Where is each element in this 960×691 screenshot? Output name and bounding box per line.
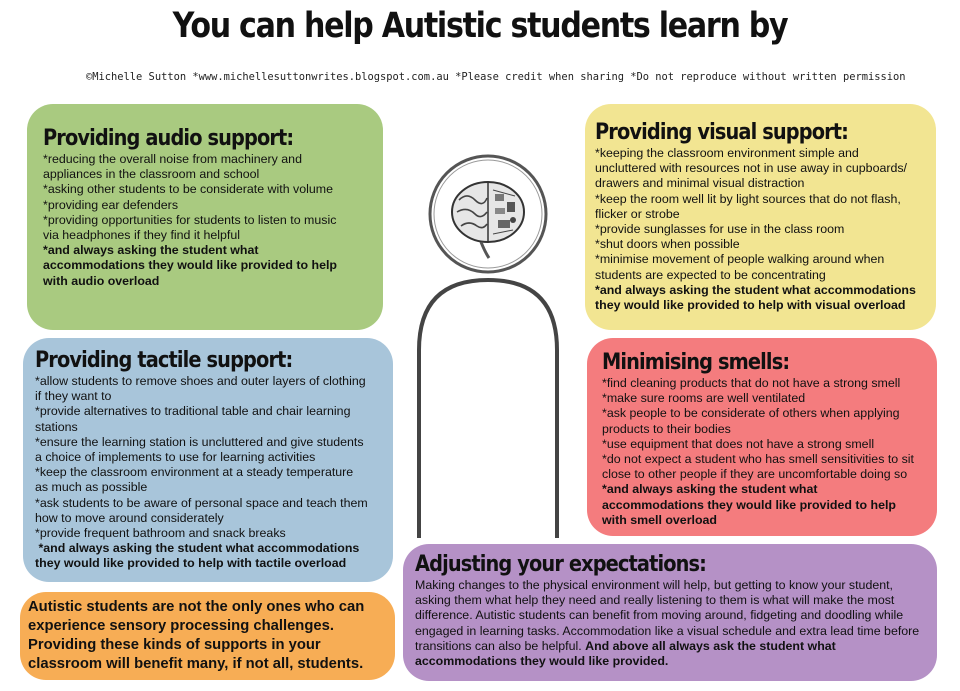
tactile-line: as much as possible — [35, 480, 148, 495]
smells-line: close to other people if they are uncomfortable doing so — [602, 467, 908, 482]
visual-bold-line: *and always asking the student what accommodations — [595, 282, 916, 297]
tactile-heading: Providing tactile support: — [35, 348, 293, 373]
brain-icon — [452, 182, 524, 258]
audio-line: *providing ear defenders — [43, 197, 179, 212]
audio-bold-line: *and always asking the student what — [43, 243, 259, 258]
visual-heading: Providing visual support: — [595, 120, 849, 145]
adjust-text: Making changes to the physical environment will help, but getting to know your student, asking them what help they need and really listening to them is what will make the most difference. Autistic students can benefit from moving around, fidgeting and doodling while engaged in learning tasks. Accommodation like a visual schedule and extra lead time before transitions can also be helpful. — [415, 578, 920, 653]
visual-line: students are expected to be concentrating — [595, 267, 826, 282]
visual-line: *shut doors when possible — [595, 237, 740, 252]
adjusting-expectations-panel — [403, 544, 937, 681]
adjust-heading: Adjusting your expectations: — [415, 552, 707, 577]
visual-line: *keep the room well lit by light sources that do not flash, — [595, 191, 901, 206]
tactile-line: *keep the classroom environment at a steady temperature — [35, 465, 354, 480]
audio-line: *providing opportunities for students to listen to music — [43, 212, 337, 227]
audio-bold-line: accommodations they would like provided to help — [43, 258, 337, 273]
tactile-line: stations — [35, 419, 78, 434]
student-figure-illustration — [403, 150, 573, 540]
tactile-line: a choice of implements to use for learning activities — [35, 450, 316, 465]
adjust-bold-text: And above all always ask the student what accommodations they would like provided. — [415, 638, 836, 669]
tactile-line: *ask students to be aware of personal space and teach them — [35, 495, 368, 510]
smells-heading: Minimising smells: — [602, 350, 790, 375]
smells-bold-line: *and always asking the student what — [602, 482, 818, 497]
tactile-line: *allow students to remove shoes and outer layers of clothing — [35, 374, 366, 388]
smells-bold-line: accommodations they would like provided to help — [602, 497, 896, 512]
audio-line: via headphones if they find it helpful — [43, 228, 241, 243]
tactile-line: if they want to — [35, 389, 112, 404]
visual-line: *minimise movement of people walking around when — [595, 252, 885, 267]
summary-panel — [20, 592, 395, 680]
visual-line: drawers and minimal visual distraction — [595, 176, 805, 191]
body-outline — [419, 280, 557, 538]
smells-line: *find cleaning products that do not have a strong smell — [602, 376, 901, 390]
smells-line: *use equipment that does not have a strong smell — [602, 436, 875, 451]
tactile-bold-line: *and always asking the student what accommodations — [35, 541, 360, 556]
audio-heading: Providing audio support: — [43, 126, 294, 151]
visual-line: *provide sunglasses for use in the class room — [595, 222, 845, 237]
audio-bold-line: with audio overload — [43, 273, 160, 288]
visual-bold-line: they would like provided to help with visual overload — [595, 298, 906, 313]
smells-line: *do not expect a student who has smell sensitivities to sit — [602, 452, 914, 467]
audio-support-panel — [27, 104, 383, 330]
tactile-line: *provide frequent bathroom and snack breaks — [35, 526, 286, 541]
visual-line: flicker or strobe — [595, 206, 680, 221]
audio-line: appliances in the classroom and school — [43, 167, 260, 182]
credit-line: ©Michelle Sutton *www.michellesuttonwrites.blogspot.com.au *Please credit when sharing *Do not reproduce without written permission — [86, 71, 906, 83]
smells-line: products to their bodies — [602, 421, 731, 436]
poster-title: You can help Autistic students learn by — [172, 6, 788, 46]
summary-text: Autistic students are not the only ones who can experience sensory processing challenges. Providing these kinds of supports in your classroom will benefit many, if not all, students. — [28, 599, 365, 672]
tactile-line: *provide alternatives to traditional table and chair learning — [35, 404, 351, 419]
smells-line: *ask people to be considerate of others when applying — [602, 406, 900, 421]
tactile-bold-line: they would like provided to help with tactile overload — [35, 556, 347, 571]
visual-line: *keeping the classroom environment simple and — [595, 146, 859, 160]
tactile-support-panel — [23, 338, 393, 582]
visual-line: uncluttered with resources not in use away in cupboards/ — [595, 161, 908, 176]
smells-line: *make sure rooms are well ventilated — [602, 391, 806, 406]
audio-line: *asking other students to be considerate with volume — [43, 182, 333, 197]
tactile-line: *ensure the learning station is uncluttered and give students — [35, 434, 364, 449]
tactile-line: how to move around considerately — [35, 510, 224, 525]
smells-panel — [587, 338, 937, 536]
visual-support-panel — [585, 104, 936, 330]
adjust-paragraph — [415, 578, 925, 669]
smells-bold-line: with smell overload — [602, 512, 717, 527]
audio-line: *reducing the overall noise from machinery and — [43, 152, 302, 166]
